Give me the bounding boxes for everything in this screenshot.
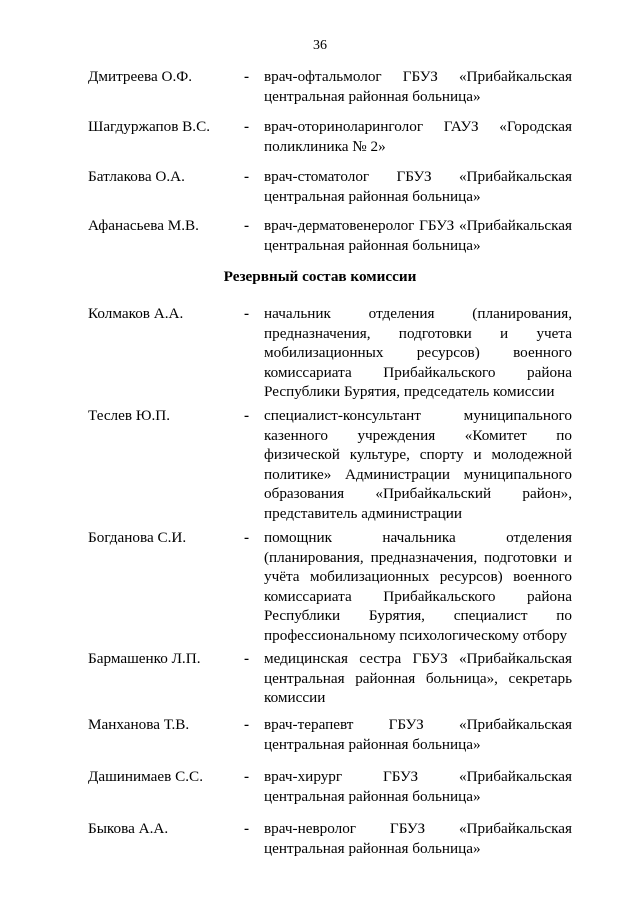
member-role: врач-стоматолог ГБУЗ «Прибайкальская центральная районная больница» <box>264 168 572 205</box>
member-role: врач-офтальмолог ГБУЗ «Прибайкальская центральная районная больница» <box>264 68 572 105</box>
member-name: Богданова С.И. <box>88 529 187 546</box>
member-role: начальник отделения (планирования, предназначения, подготовки и учета мобилизационных ресурсов) военного комиссариата Прибайкальского района Республики Бурятия, председатель комиссии <box>264 305 572 401</box>
member-role: помощник начальника отделения (планирования, предназначения, подготовки и учёта мобилизационных ресурсов) военного комиссариата Прибайкальского района Республики Бурятия, специалист по профессиональному психологическому отбору <box>264 529 572 644</box>
member-name: Шагдуржапов В.С. <box>88 118 211 135</box>
member-name: Дмитреева О.Ф. <box>88 68 193 85</box>
member-role: врач-оториноларинголог ГАУЗ «Городская поликлиника № 2» <box>264 118 572 155</box>
dash-separator: - <box>244 529 250 546</box>
dash-separator: - <box>244 650 250 667</box>
member-role: врач-хирург ГБУЗ «Прибайкальская центральная районная больница» <box>264 768 572 805</box>
member-name: Батлакова О.А. <box>88 168 185 185</box>
member-name: Манханова Т.В. <box>88 716 190 733</box>
member-role: специалист-консультант муниципального казенного учреждения «Комитет по физической культуре, спорту и молодежной политике» Администрации муниципального образования «Прибайкальский район», представитель администрации <box>264 407 572 522</box>
member-role: врач-дерматовенеролог ГБУЗ «Прибайкальская центральная районная больница» <box>264 217 572 254</box>
dash-separator: - <box>244 716 250 733</box>
member-name: Бармашенко Л.П. <box>88 650 201 667</box>
member-name: Афанасьева М.В. <box>88 217 199 234</box>
member-role: медицинская сестра ГБУЗ «Прибайкальская центральная районная больница», секретарь комиссии <box>264 650 572 707</box>
dash-separator: - <box>244 305 250 322</box>
member-role: врач-невролог ГБУЗ «Прибайкальская центральная районная больница» <box>264 820 572 857</box>
member-role: врач-терапевт ГБУЗ «Прибайкальская центральная районная больница» <box>264 716 572 753</box>
dash-separator: - <box>244 118 250 135</box>
section-title: Резервный состав комиссии <box>223 268 417 285</box>
dash-separator: - <box>244 820 250 837</box>
dash-separator: - <box>244 217 250 234</box>
member-name: Быкова А.А. <box>88 820 169 837</box>
member-name: Колмаков А.А. <box>88 305 184 322</box>
dash-separator: - <box>244 168 250 185</box>
member-name: Дашинимаев С.С. <box>88 768 203 785</box>
dash-separator: - <box>244 68 250 85</box>
page-number: 36 <box>313 38 327 53</box>
dash-separator: - <box>244 407 250 424</box>
member-name: Теслев Ю.П. <box>88 407 171 424</box>
dash-separator: - <box>244 768 250 785</box>
